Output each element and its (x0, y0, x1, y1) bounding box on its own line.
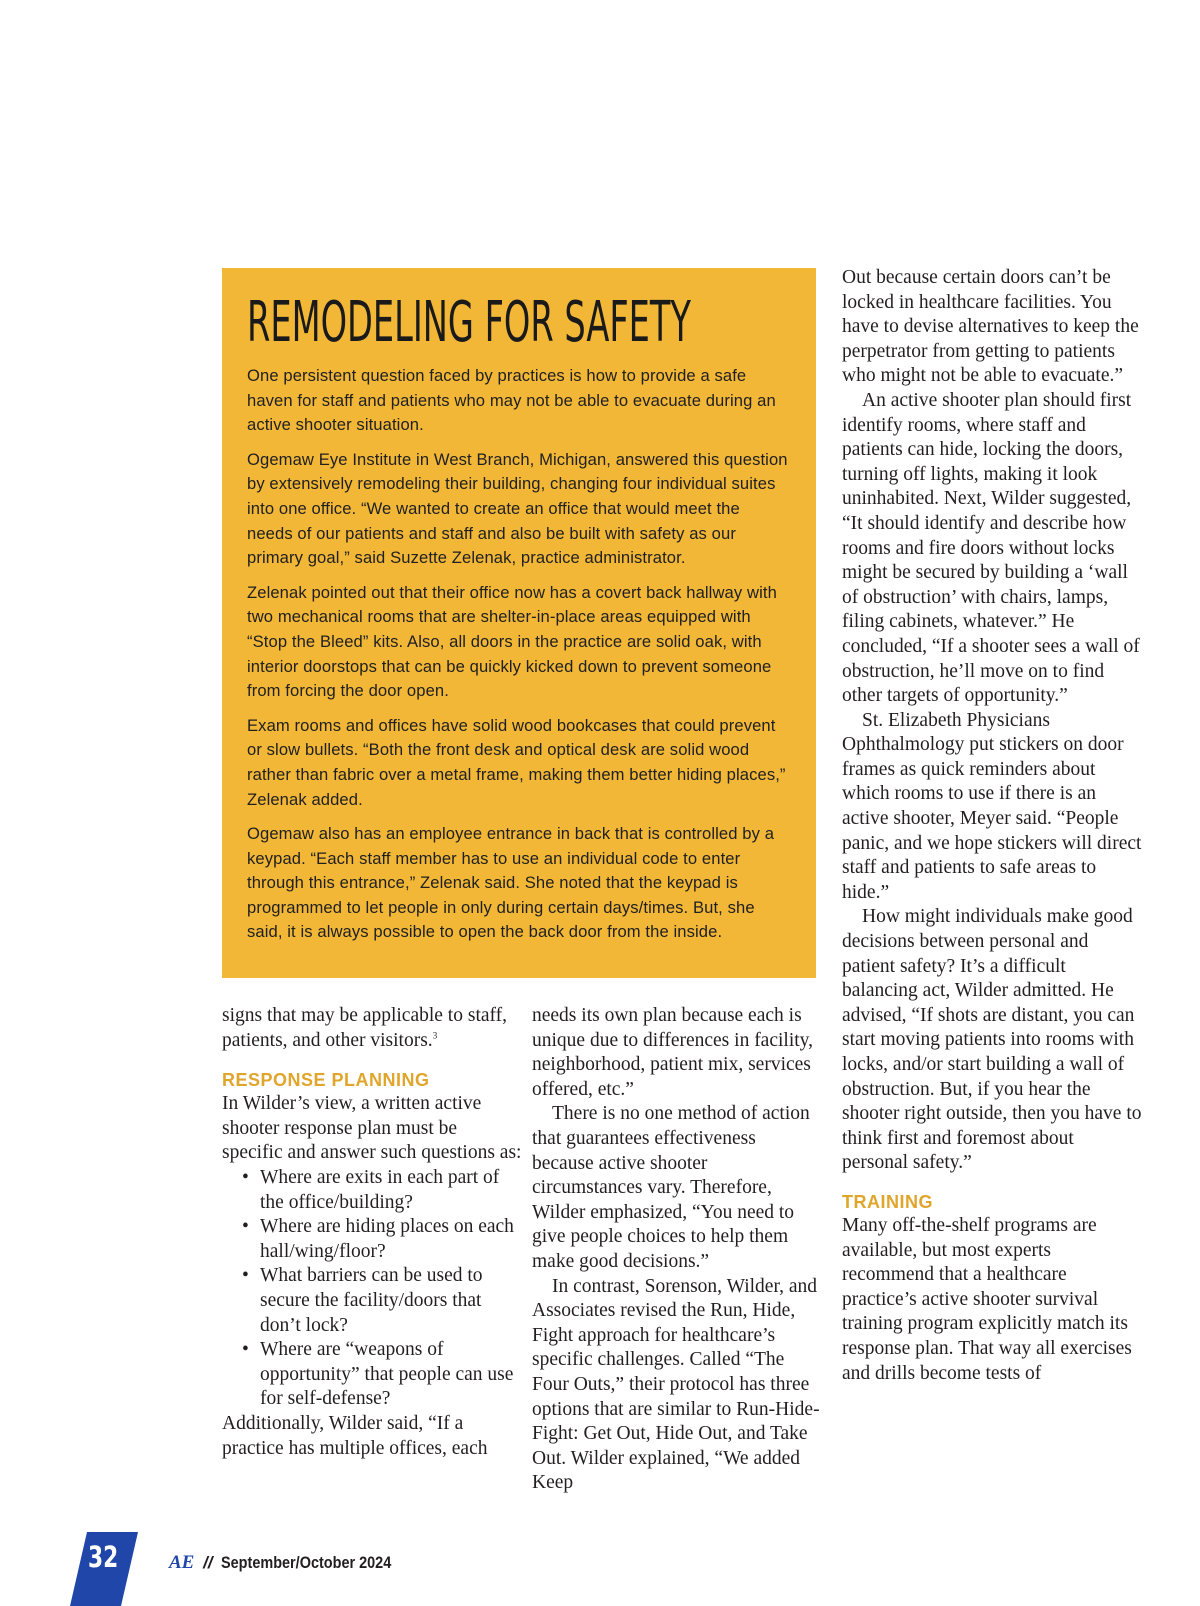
bullet-marker: • (242, 1339, 249, 1361)
column-paragraph: In Wilder’s view, a written active shooter response plan must be specific and answer such questions as: (222, 1093, 522, 1164)
bullet-marker: • (242, 1265, 249, 1287)
list-item-text: Where are exits in each part of the office/building? (260, 1166, 500, 1213)
magazine-logo: AE (169, 1552, 195, 1573)
footnote-reference: 3 (432, 1030, 438, 1041)
column-paragraph: In contrast, Sorenson, Wilder, and Associates revised the Run, Hide, Fight approach for healthcare’s specific challenges. Called “The Four Outs,” their protocol has three options that are similar to Run-Hide-Fight: Get Out, Hide Out, and Take Out. Wilder explained, “We added Keep (532, 1275, 820, 1494)
sidebar-box (222, 268, 816, 978)
section-heading-response-planning: RESPONSE PLANNING (222, 1070, 430, 1091)
list-item (242, 1338, 522, 1412)
footer-folio (169, 1552, 422, 1574)
list-item (242, 1166, 522, 1215)
sidebar-paragraph: Ogemaw also has an employee entrance in back that is controlled by a keypad. “Each staff member has to use an individual code to enter through this entrance,” Zelenak said. She noted that the keypad is programmed to let people in only during certain days/times. But, she said, it is always possible to open the back door from the inside. (247, 824, 775, 942)
sidebar-paragraph: Zelenak pointed out that their office now has a covert back hallway with two mechanical rooms that are shelter-in-place areas equipped with “Stop the Bleed” kits. Also, all doors in the practice are solid oak, with interior doorstops that can be quickly kicked down to prevent someone from forcing the door open. (247, 582, 777, 701)
sidebar-paragraph: Ogemaw Eye Institute in West Branch, Michigan, answered this question by extensively remodeling their building, changing four individual suites into one office. “We wanted to create an office that would meet the needs of our patients and staff and also be built with safety as our primary goal,” said Suzette Zelenak, practice administrator. (247, 449, 788, 568)
article-column-3 (842, 266, 1142, 1386)
sidebar-title: REMODELING FOR SAFETY (247, 290, 691, 355)
column-paragraph: How might individuals make good decisions between personal and patient safety? It’s a difficult balancing act, Wilder admitted. He advised, “If shots are distant, you can start moving patients into rooms with locks, and/or start building a wall of obstruction. But, if you hear the shooter right outside, then you have to think first and foremost about personal safety.” (842, 906, 1142, 1174)
sidebar-paragraph: Exam rooms and offices have solid wood bookcases that could prevent or slow bullets. “Both the front desk and optical desk are solid wood rather than fabric over a metal frame, making them better hiding places,” Zelenak added. (247, 715, 786, 809)
list-item-text: Where are hiding places on each hall/wing/floor? (260, 1216, 514, 1262)
column-paragraph: Many off-the-shelf programs are available, but most experts recommend that a healthcare practice’s active shooter survival training program explicitly match its response plan. That way all exercises and drills become tests of (842, 1214, 1132, 1384)
issue-date: September/October 2024 (221, 1553, 392, 1572)
column-paragraph: An active shooter plan should first identify rooms, where staff and patients can hide, locking the doors, turning off lights, making it look uninhabited. Next, Wilder suggested, “It should identify and describe how rooms and fire doors without locks might be secured by building a ‘wall of obstruction’ with chairs, lamps, filing cabinets, whatever.” He concluded, “If a shooter sees a wall of obstruction, he’ll move on to find other targets of opportunity.” (842, 389, 1140, 707)
column-paragraph: There is no one method of action that guarantees effectiveness because active shooter circumstances vary. Therefore, Wilder emphasized, “You need to give people choices to help them make good decisions.” (532, 1103, 810, 1272)
bullet-marker: • (242, 1166, 249, 1188)
list-item-text: Where are “weapons of opportunity” that people can use for self-defense? (260, 1339, 514, 1410)
column-paragraph: needs its own plan because each is unique due to differences in facility, neighborhood, patient mix, services offered, etc.” (532, 1005, 814, 1100)
page-number: 32 (88, 1540, 119, 1574)
article-column-2 (532, 1004, 822, 1496)
column-paragraph: Additionally, Wilder said, “If a practice has multiple offices, each (222, 1412, 488, 1459)
list-item-text: What barriers can be used to secure the facility/doors that don’t lock? (260, 1265, 483, 1336)
column-paragraph: Out because certain doors can’t be locked in healthcare facilities. You have to devise alternatives to keep the perpetrator from getting to patients who might not be able to evacuate.” (842, 267, 1139, 387)
list-item (242, 1264, 522, 1338)
list-item (242, 1215, 522, 1264)
bullet-marker: • (242, 1216, 249, 1238)
section-heading-training: TRAINING (842, 1191, 933, 1212)
question-list (222, 1166, 522, 1412)
intro-text: signs that may be applicable to staff, patients, and other visitors. (222, 1005, 508, 1051)
column-paragraph: St. Elizabeth Physicians Ophthalmology put stickers on door frames as quick reminders about which rooms to use if there is an active shooter, Meyer said. “People panic, and we hope stickers will direct staff and patients to safe areas to hide.” (842, 709, 1142, 903)
footer-separator: // (203, 1553, 213, 1572)
sidebar-paragraph: One persistent question faced by practices is how to provide a safe haven for staff and patients who may not be able to evacuate during an active shooter situation. (247, 366, 776, 435)
article-column-1 (222, 1004, 522, 1461)
column-paragraph (222, 1004, 522, 1053)
